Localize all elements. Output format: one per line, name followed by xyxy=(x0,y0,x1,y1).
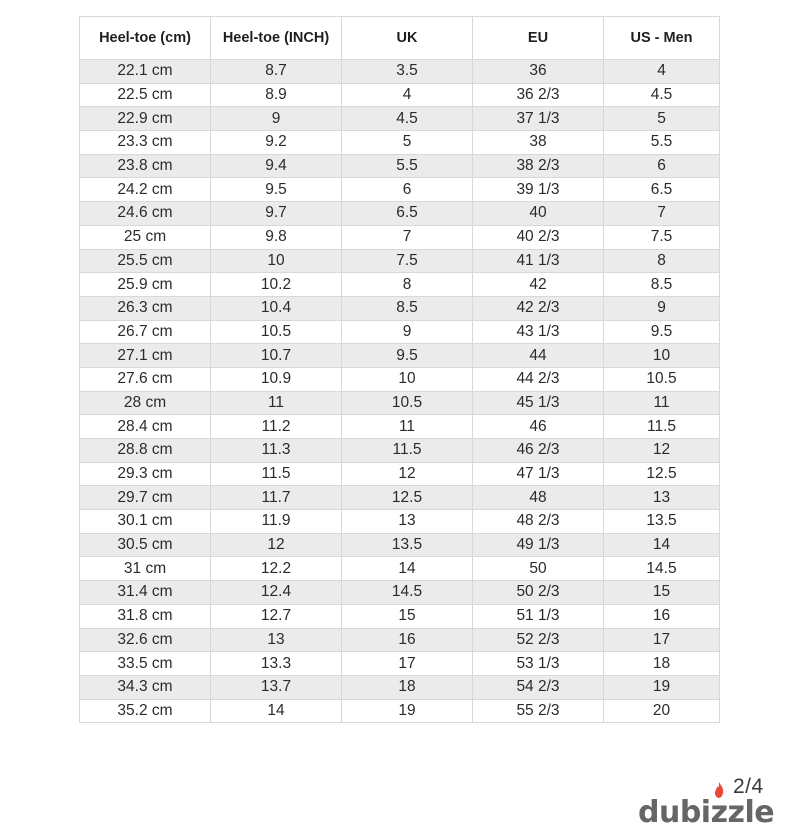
image-counter: 2/4 xyxy=(733,775,764,798)
table-cell: 24.6 cm xyxy=(80,202,211,226)
header-cell: Heel-toe (cm) xyxy=(80,17,211,60)
table-cell: 48 xyxy=(473,486,604,510)
table-cell: 13.5 xyxy=(604,510,720,534)
table-cell: 22.9 cm xyxy=(80,107,211,131)
table-row xyxy=(80,225,720,249)
table-cell: 10.7 xyxy=(211,344,342,368)
table-cell: 12.2 xyxy=(211,557,342,581)
table-cell: 6 xyxy=(342,178,473,202)
table-row xyxy=(80,131,720,155)
table-cell: 53 1/3 xyxy=(473,652,604,676)
table-body xyxy=(80,60,720,723)
table-cell: 8.5 xyxy=(342,296,473,320)
table-cell: 10.4 xyxy=(211,296,342,320)
table-cell: 11.3 xyxy=(211,439,342,463)
table-cell: 13 xyxy=(604,486,720,510)
table-cell: 9.4 xyxy=(211,154,342,178)
table-cell: 11 xyxy=(342,415,473,439)
table-cell: 12.7 xyxy=(211,604,342,628)
table-row xyxy=(80,391,720,415)
table-cell: 18 xyxy=(604,652,720,676)
table-cell: 29.7 cm xyxy=(80,486,211,510)
table-cell: 11.7 xyxy=(211,486,342,510)
table-cell: 7.5 xyxy=(342,249,473,273)
table-row xyxy=(80,415,720,439)
table-cell: 5.5 xyxy=(342,154,473,178)
table-row xyxy=(80,462,720,486)
header-cell: EU xyxy=(473,17,604,60)
table-cell: 7.5 xyxy=(604,225,720,249)
table-cell: 11.5 xyxy=(604,415,720,439)
header-row xyxy=(80,17,720,60)
table-cell: 4.5 xyxy=(342,107,473,131)
table-cell: 14.5 xyxy=(604,557,720,581)
table-cell: 48 2/3 xyxy=(473,510,604,534)
table-row xyxy=(80,604,720,628)
table-cell: 23.3 cm xyxy=(80,131,211,155)
dubizzle-logo: dubizzle xyxy=(638,795,775,830)
table-cell: 4 xyxy=(604,60,720,84)
table-cell: 46 xyxy=(473,415,604,439)
table-cell: 15 xyxy=(342,604,473,628)
table-cell: 12.4 xyxy=(211,581,342,605)
table-cell: 13 xyxy=(211,628,342,652)
table-cell: 10.5 xyxy=(342,391,473,415)
table-cell: 10 xyxy=(211,249,342,273)
table-cell: 51 1/3 xyxy=(473,604,604,628)
table-cell: 16 xyxy=(604,604,720,628)
header-cell: Heel-toe (INCH) xyxy=(211,17,342,60)
table-cell: 45 1/3 xyxy=(473,391,604,415)
table-cell: 31.4 cm xyxy=(80,581,211,605)
table-cell: 12 xyxy=(342,462,473,486)
table-cell: 6.5 xyxy=(604,178,720,202)
table-cell: 26.3 cm xyxy=(80,296,211,320)
table-cell: 11.5 xyxy=(342,439,473,463)
table-cell: 40 xyxy=(473,202,604,226)
table-cell: 5 xyxy=(342,131,473,155)
table-cell: 10 xyxy=(342,367,473,391)
table-cell: 18 xyxy=(342,675,473,699)
table-cell: 11 xyxy=(211,391,342,415)
table-row xyxy=(80,296,720,320)
table-cell: 44 xyxy=(473,344,604,368)
table-cell: 11.9 xyxy=(211,510,342,534)
table-cell: 47 1/3 xyxy=(473,462,604,486)
table-cell: 8 xyxy=(342,273,473,297)
table-row xyxy=(80,581,720,605)
table-cell: 13.3 xyxy=(211,652,342,676)
table-cell: 12.5 xyxy=(342,486,473,510)
table-row xyxy=(80,367,720,391)
table-cell: 7 xyxy=(342,225,473,249)
table-cell: 28 cm xyxy=(80,391,211,415)
table-cell: 38 2/3 xyxy=(473,154,604,178)
table-cell: 14 xyxy=(211,699,342,723)
table-cell: 37 1/3 xyxy=(473,107,604,131)
table-row xyxy=(80,439,720,463)
table-cell: 31.8 cm xyxy=(80,604,211,628)
table-cell: 14 xyxy=(604,533,720,557)
table-cell: 25.9 cm xyxy=(80,273,211,297)
table-cell: 9 xyxy=(211,107,342,131)
table-cell: 30.5 cm xyxy=(80,533,211,557)
table-row xyxy=(80,60,720,84)
table-row xyxy=(80,273,720,297)
table-cell: 46 2/3 xyxy=(473,439,604,463)
table-cell: 54 2/3 xyxy=(473,675,604,699)
table-cell: 12 xyxy=(604,439,720,463)
table-row xyxy=(80,510,720,534)
table-cell: 50 2/3 xyxy=(473,581,604,605)
table-cell: 5.5 xyxy=(604,131,720,155)
table-cell: 42 xyxy=(473,273,604,297)
table-row xyxy=(80,202,720,226)
table-cell: 27.6 cm xyxy=(80,367,211,391)
table-cell: 9.7 xyxy=(211,202,342,226)
table-cell: 49 1/3 xyxy=(473,533,604,557)
table-cell: 9.8 xyxy=(211,225,342,249)
table-cell: 17 xyxy=(604,628,720,652)
table-row xyxy=(80,699,720,723)
table-cell: 22.1 cm xyxy=(80,60,211,84)
table-cell: 24.2 cm xyxy=(80,178,211,202)
table-cell: 35.2 cm xyxy=(80,699,211,723)
table-cell: 55 2/3 xyxy=(473,699,604,723)
table-cell: 17 xyxy=(342,652,473,676)
table-cell: 33.5 cm xyxy=(80,652,211,676)
table-cell: 10 xyxy=(604,344,720,368)
table-cell: 10.5 xyxy=(211,320,342,344)
header-cell: US - Men xyxy=(604,17,720,60)
table-cell: 28.4 cm xyxy=(80,415,211,439)
size-table xyxy=(79,16,720,723)
table-row xyxy=(80,154,720,178)
table-cell: 28.8 cm xyxy=(80,439,211,463)
table-cell: 22.5 cm xyxy=(80,83,211,107)
table-cell: 27.1 cm xyxy=(80,344,211,368)
table-cell: 39 1/3 xyxy=(473,178,604,202)
table-row xyxy=(80,675,720,699)
table-cell: 9.5 xyxy=(604,320,720,344)
table-cell: 42 2/3 xyxy=(473,296,604,320)
table-cell: 29.3 cm xyxy=(80,462,211,486)
table-cell: 4 xyxy=(342,83,473,107)
table-cell: 12.5 xyxy=(604,462,720,486)
table-row xyxy=(80,320,720,344)
table-cell: 50 xyxy=(473,557,604,581)
table-cell: 34.3 cm xyxy=(80,675,211,699)
table-row xyxy=(80,533,720,557)
table-cell: 26.7 cm xyxy=(80,320,211,344)
table-cell: 7 xyxy=(604,202,720,226)
table-cell: 8.9 xyxy=(211,83,342,107)
table-row xyxy=(80,178,720,202)
header-cell: UK xyxy=(342,17,473,60)
table-row xyxy=(80,249,720,273)
table-cell: 4.5 xyxy=(604,83,720,107)
table-cell: 25.5 cm xyxy=(80,249,211,273)
table-cell: 43 1/3 xyxy=(473,320,604,344)
table-cell: 9.5 xyxy=(342,344,473,368)
table-cell: 5 xyxy=(604,107,720,131)
table-cell: 25 cm xyxy=(80,225,211,249)
table-row xyxy=(80,557,720,581)
table-row xyxy=(80,628,720,652)
table-cell: 31 cm xyxy=(80,557,211,581)
table-cell: 38 xyxy=(473,131,604,155)
table-cell: 9 xyxy=(342,320,473,344)
table-row xyxy=(80,83,720,107)
table-cell: 11 xyxy=(604,391,720,415)
table-row xyxy=(80,344,720,368)
table-cell: 23.8 cm xyxy=(80,154,211,178)
table-cell: 11.5 xyxy=(211,462,342,486)
table-cell: 16 xyxy=(342,628,473,652)
table-cell: 8.5 xyxy=(604,273,720,297)
table-cell: 30.1 cm xyxy=(80,510,211,534)
table-cell: 14 xyxy=(342,557,473,581)
size-chart xyxy=(79,16,719,723)
table-cell: 9.5 xyxy=(211,178,342,202)
table-cell: 36 xyxy=(473,60,604,84)
table-cell: 15 xyxy=(604,581,720,605)
table-cell: 13.5 xyxy=(342,533,473,557)
table-cell: 6 xyxy=(604,154,720,178)
table-cell: 8.7 xyxy=(211,60,342,84)
table-cell: 13.7 xyxy=(211,675,342,699)
table-cell: 52 2/3 xyxy=(473,628,604,652)
table-cell: 40 2/3 xyxy=(473,225,604,249)
table-cell: 36 2/3 xyxy=(473,83,604,107)
table-row xyxy=(80,486,720,510)
table-cell: 10.2 xyxy=(211,273,342,297)
table-cell: 9 xyxy=(604,296,720,320)
table-cell: 10.9 xyxy=(211,367,342,391)
table-cell: 41 1/3 xyxy=(473,249,604,273)
table-row xyxy=(80,107,720,131)
table-cell: 11.2 xyxy=(211,415,342,439)
table-cell: 12 xyxy=(211,533,342,557)
table-cell: 13 xyxy=(342,510,473,534)
table-cell: 9.2 xyxy=(211,131,342,155)
table-cell: 6.5 xyxy=(342,202,473,226)
table-cell: 3.5 xyxy=(342,60,473,84)
table-row xyxy=(80,652,720,676)
table-cell: 32.6 cm xyxy=(80,628,211,652)
table-cell: 19 xyxy=(342,699,473,723)
table-cell: 44 2/3 xyxy=(473,367,604,391)
table-cell: 20 xyxy=(604,699,720,723)
table-cell: 14.5 xyxy=(342,581,473,605)
table-cell: 10.5 xyxy=(604,367,720,391)
table-cell: 19 xyxy=(604,675,720,699)
table-cell: 8 xyxy=(604,249,720,273)
